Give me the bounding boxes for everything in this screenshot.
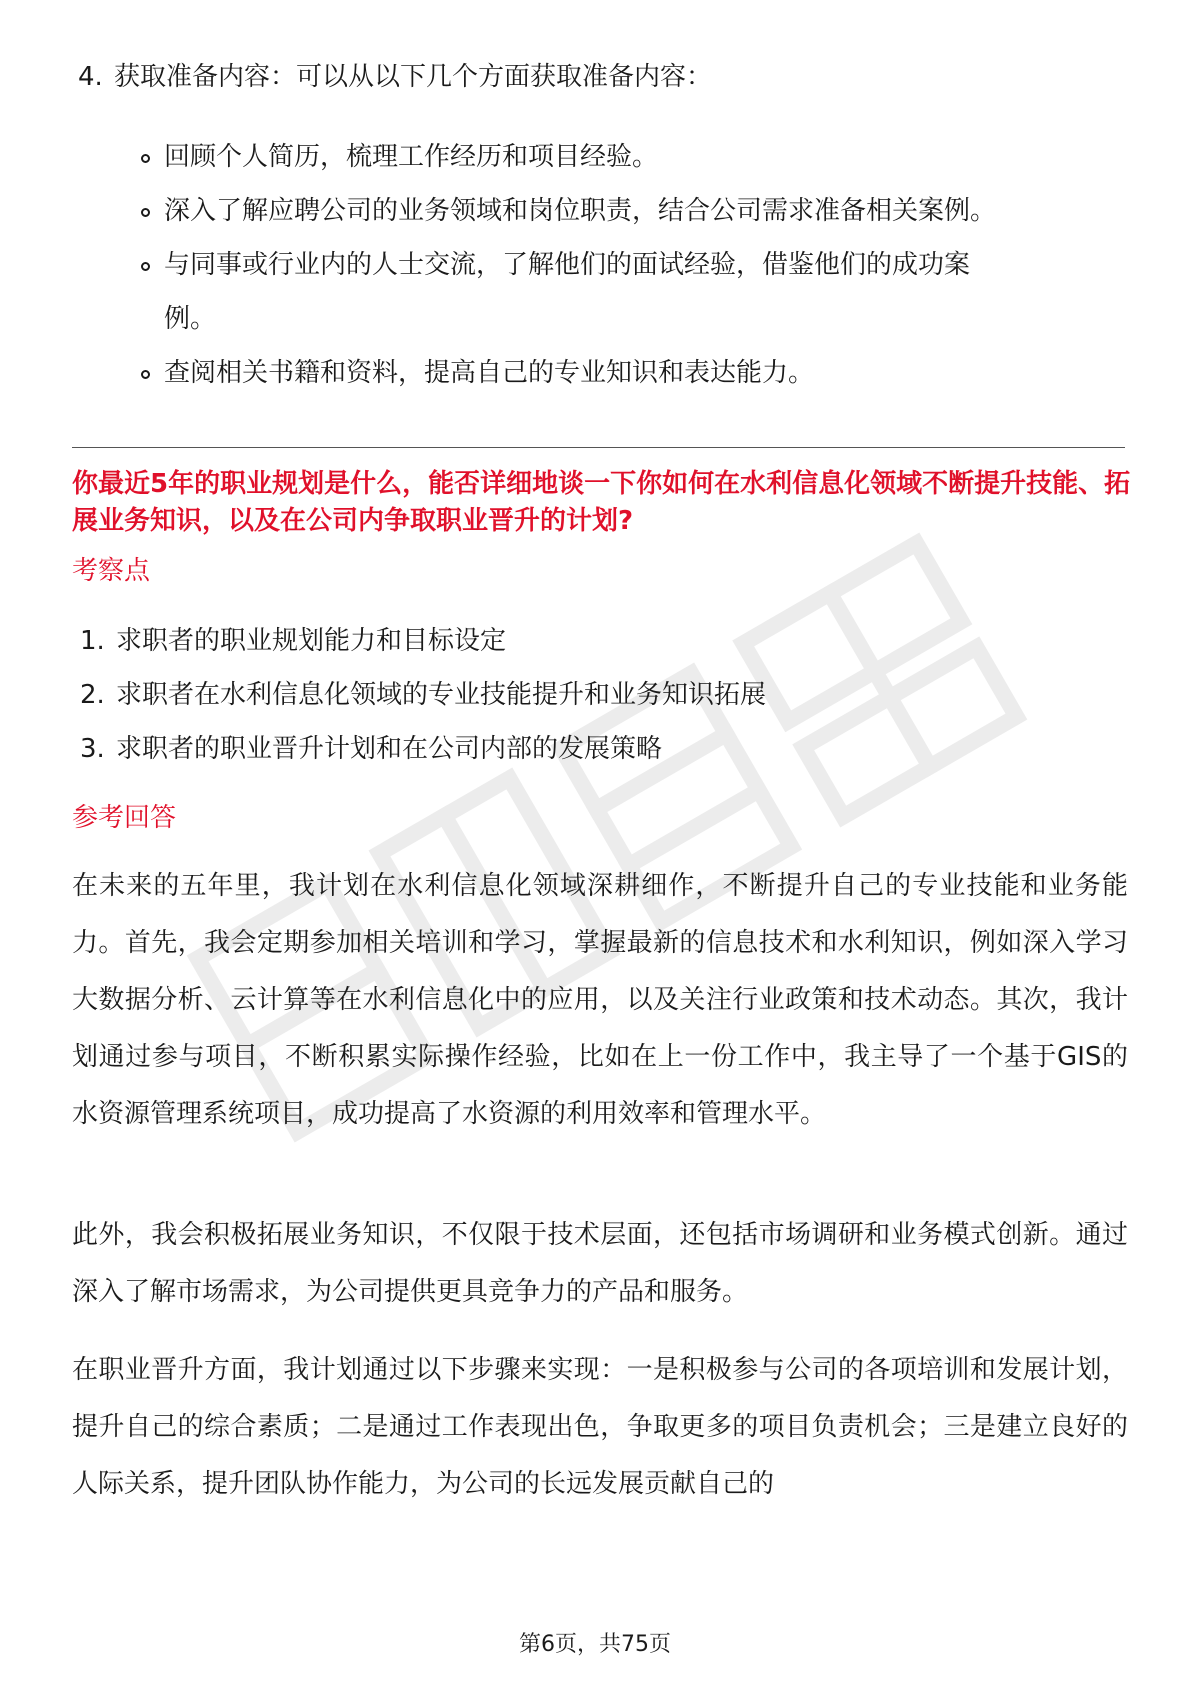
list-item-4-text: 获取准备内容：可以从以下几个方面获取准备内容：: [114, 62, 713, 92]
page-number-footer: 第6页，共75页: [519, 1632, 671, 1657]
section-divider: [72, 447, 1125, 448]
list-number-4: 4.: [78, 62, 103, 92]
sub-list-item-continuation: 例。: [164, 304, 217, 334]
interview-question: 你最近5年的职业规划是什么，能否详细地谈一下你如何在水利信息化领域不断提升技能、拓展业务知识，以及在公司内争取职业晋升的计划?: [72, 469, 1131, 536]
assessment-item: 求职者在水利信息化领域的专业技能提升和业务知识拓展: [116, 680, 767, 710]
bullet-circle-icon: [141, 154, 150, 163]
sub-list-item: 回顾个人简历，梳理工作经历和项目经验。: [164, 142, 659, 172]
sub-list-item: 与同事或行业内的人士交流，了解他们的面试经验，借鉴他们的成功案: [164, 250, 971, 280]
answer-title: 参考回答: [72, 803, 177, 833]
list-number-1: 1.: [80, 626, 105, 656]
list-number-3: 3.: [80, 734, 105, 764]
answer-paragraph-2: 此外，我会积极拓展业务知识，不仅限于技术层面，还包括市场调研和业务模式创新。通过深入了解市场需求，为公司提供更具竞争力的产品和服务。: [72, 1220, 1128, 1307]
bullet-circle-icon: [141, 262, 150, 271]
answer-paragraph-3: 在职业晋升方面，我计划通过以下步骤来实现：一是积极参与公司的各项培训和发展计划，提升自己的综合素质；二是通过工作表现出色，争取更多的项目负责机会；三是建立良好的人际关系，提升团队协作能力，为公司的长远发展贡献自己的: [72, 1355, 1128, 1499]
list-number-2: 2.: [80, 680, 105, 710]
assessment-title: 考察点: [72, 556, 151, 586]
assessment-item: 求职者的职业规划能力和目标设定: [116, 626, 507, 656]
assessment-item: 求职者的职业晋升计划和在公司内部的发展策略: [116, 734, 663, 764]
sub-list-item: 深入了解应聘公司的业务领域和岗位职责，结合公司需求准备相关案例。: [164, 196, 997, 226]
sub-list-item: 查阅相关书籍和资料，提高自己的专业知识和表达能力。: [164, 358, 815, 388]
bullet-circle-icon: [141, 208, 150, 217]
answer-paragraph-1: 在未来的五年里，我计划在水利信息化领域深耕细作，不断提升自己的专业技能和业务能力。首先，我会定期参加相关培训和学习，掌握最新的信息技术和水利知识，例如深入学习大数据分析、云计算等在水利信息化中的应用，以及关注行业政策和技术动态。其次，我计划通过参与项目，不断积累实际操作经验，比如在上一份工作中，我主导了一个基于GIS的水资源管理系统项目，成功提高了水资源的利用效率和管理水平。: [72, 871, 1128, 1129]
bullet-circle-icon: [141, 370, 150, 379]
